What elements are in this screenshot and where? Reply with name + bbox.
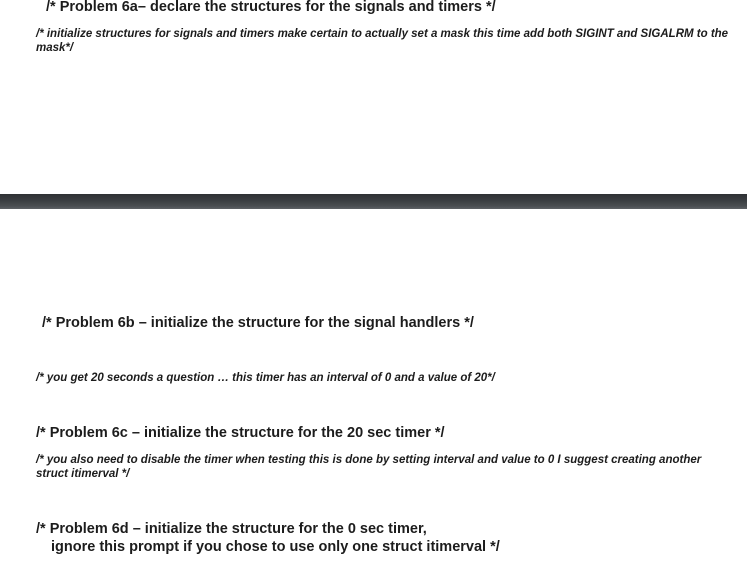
- problem-6b-note: /* you get 20 seconds a question … this timer has an interval of 0 and a value of 20*/: [36, 372, 495, 384]
- problem-6d-heading-line1: /* Problem 6d – initialize the structure for the 0 sec timer,: [36, 521, 427, 537]
- problem-6c-note: /* you also need to disable the timer when testing this is done by setting interval and value to 0 I suggest creating another struct itimerval */: [36, 454, 702, 480]
- problem-6c-heading: /* Problem 6c – initialize the structure for the 20 sec timer */: [36, 425, 445, 441]
- problem-6b-heading: /* Problem 6b – initialize the structure for the signal handlers */: [42, 315, 474, 331]
- problem-6a-heading: /* Problem 6a– declare the structures for the signals and timers */: [46, 0, 496, 15]
- problem-6d-heading-line2: ignore this prompt if you chose to use only one struct itimerval */: [51, 539, 500, 555]
- problem-6a-note: /* initialize structures for signals and timers make certain to actually set a mask this time add both SIGINT and SIGALRM to the mask*/: [36, 28, 729, 54]
- page-break-divider: [0, 194, 747, 209]
